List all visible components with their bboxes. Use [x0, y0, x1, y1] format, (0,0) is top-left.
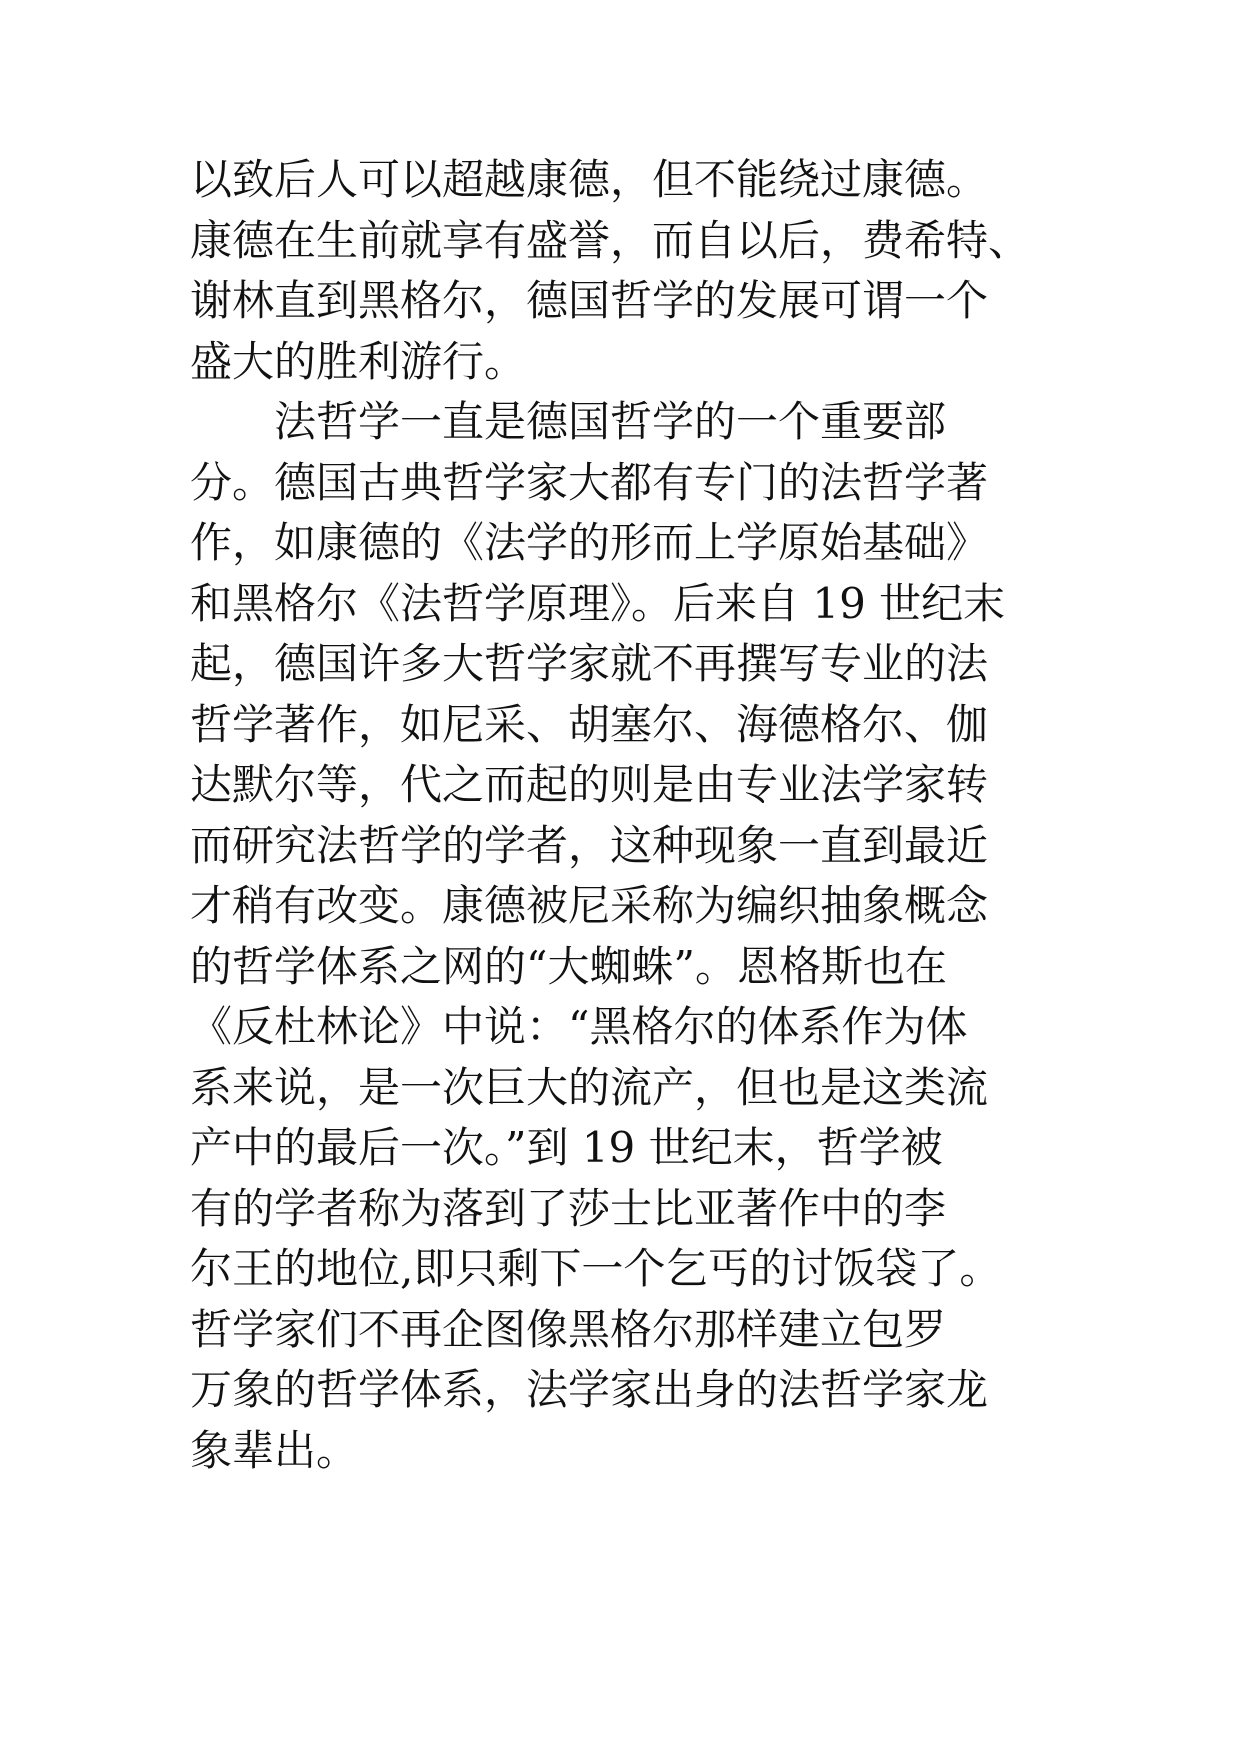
text-line: 尔王的地位,即只剩下一个乞丐的讨饭袋了。: [190, 1244, 1002, 1293]
text-line: 产中的最后一次。”到 19 世纪末，哲学被: [190, 1123, 943, 1172]
text-line: 而研究法哲学的学者，这种现象一直到最近: [190, 820, 989, 870]
text-line: 以致后人可以超越康德，但不能绕过康德。: [190, 155, 989, 204]
text-line: 才稍有改变。康德被尼采称为编织抽象概念: [190, 881, 989, 930]
text-line: 起，德国许多大哲学家就不再撰写专业的法: [190, 639, 989, 688]
text-line: 康德在生前就享有盛誉，而自以后，费希特、: [190, 215, 1031, 265]
paragraph-first-line: 法哲学一直是德国哲学的一个重要部: [274, 397, 947, 446]
text-line: 达默尔等，代之而起的则是由专业法学家转: [190, 760, 989, 809]
text-line: 《反杜林论》中说：“黑格尔的体系作为体: [190, 1002, 968, 1051]
body-text: [190, 150, 1070, 1481]
text-line: 的哲学体系之网的“大蜘蛛”。恩格斯也在: [190, 941, 947, 991]
text-line: 分。德国古典哲学家大都有专门的法哲学著: [190, 457, 989, 507]
text-line: 系来说，是一次巨大的流产，但也是这类流: [190, 1062, 989, 1112]
text-line: 象辈出。: [190, 1425, 359, 1475]
text-line: 和黑格尔《法哲学原理》。后来自 19 世纪末: [190, 578, 1006, 628]
text-line: 作，如康德的《法学的形而上学原始基础》: [190, 518, 989, 567]
text-line: 谢林直到黑格尔，德国哲学的发展可谓一个: [190, 276, 989, 325]
text-line: 哲学著作，如尼采、胡塞尔、海德格尔、伽: [190, 699, 989, 749]
text-line: 有的学者称为落到了莎士比亚著作中的李: [190, 1183, 947, 1233]
text-line: 万象的哲学体系，法学家出身的法哲学家龙: [190, 1365, 989, 1414]
text-line: 盛大的胜利游行。: [190, 336, 527, 386]
text-line: 哲学家们不再企图像黑格尔那样建立包罗: [190, 1304, 947, 1354]
